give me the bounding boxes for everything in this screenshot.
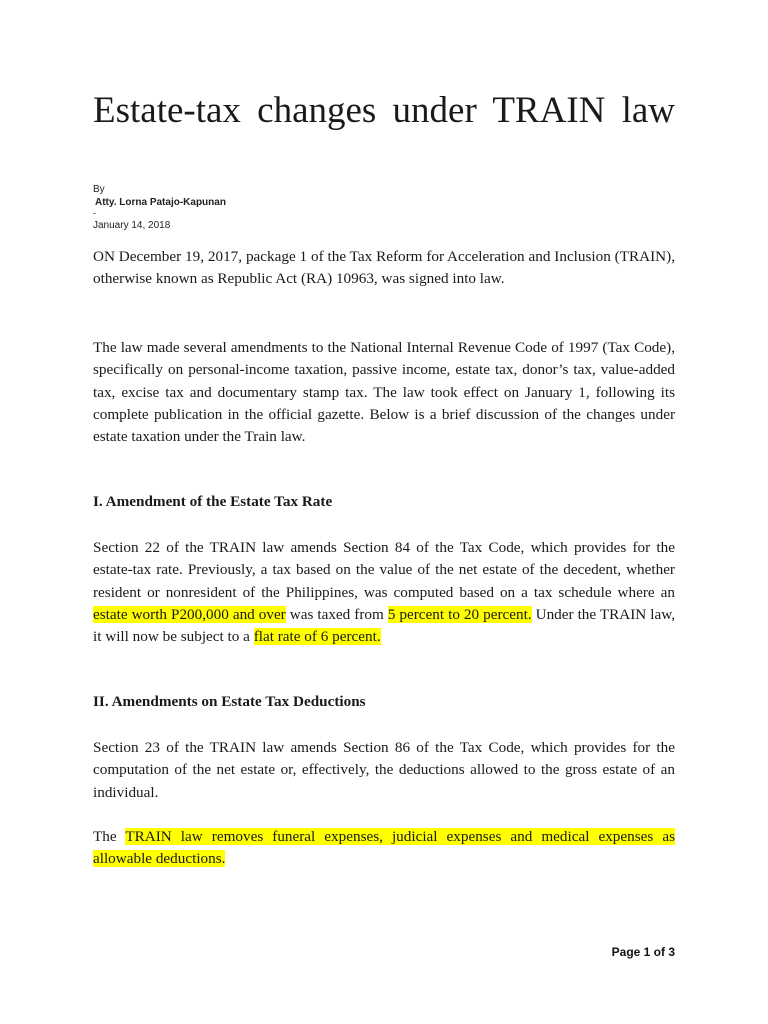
highlight-flat-rate: flat rate of 6 percent. (253, 628, 381, 646)
paragraph-intro: ON December 19, 2017, package 1 of the Tax Reform for Acceleration and Inclusion (TRAIN), otherwise known as Republic Act (RA) 10963, was signed into law. (93, 248, 675, 288)
paragraph-amendments: The law made several amendments to the National Internal Revenue Code of 1997 (Tax Code), specifically on personal-income taxation, passive income, estate tax, donor’s tax, value-added tax, excise tax and documentary stamp tax. The law took effect on January 1, following its complete publication in the official gazette. Below is a brief discussion of the changes under estate taxation under the Train law. (93, 339, 675, 446)
article-title (93, 88, 675, 134)
paragraph-tax-rate (93, 537, 675, 648)
highlight-estate-worth: estate worth P200,000 and over (93, 605, 286, 623)
page-number: Page 1 of 3 (611, 945, 675, 959)
paragraph-removed-deductions-text: The (93, 828, 126, 845)
article-title-text: Estate-tax changes under TRAIN law (93, 90, 675, 131)
highlight-removed-deductions: TRAIN law removes funeral expenses, judicial expenses and medical expenses as allowable deductions. (93, 828, 675, 868)
section-heading-deductions: II. Amendments on Estate Tax Deductions (93, 693, 366, 710)
paragraph-tax-rate-text-a: Section 22 of the TRAIN law amends Section 84 of the Tax Code, which provides for the estate-tax rate. Previously, a tax based on the value of the net estate of the decedent, whether resident or nonresident of the Philippines, was computed based on a tax schedule where an (93, 539, 675, 601)
byline-label: By (93, 184, 105, 195)
section-heading-tax-rate: I. Amendment of the Estate Tax Rate (93, 493, 333, 510)
highlight-old-rate: 5 percent to 20 percent. (387, 605, 532, 623)
author-name: Atty. Lorna Patajo-Kapunan (95, 197, 226, 208)
byline-separator: - (93, 208, 96, 218)
paragraph-tax-rate-text-c: Under the TRAIN law, it will now be subject to a (93, 605, 676, 646)
paragraph-deductions: Section 23 of the TRAIN law amends Section 86 of the Tax Code, which provides for the computation of the net estate or, effectively, the deductions allowed to the gross estate of an individual. (93, 739, 675, 801)
publish-date: January 14, 2018 (93, 220, 171, 231)
paragraph-removed-deductions (93, 826, 675, 871)
paragraph-tax-rate-text-b: was taxed from (285, 605, 388, 623)
